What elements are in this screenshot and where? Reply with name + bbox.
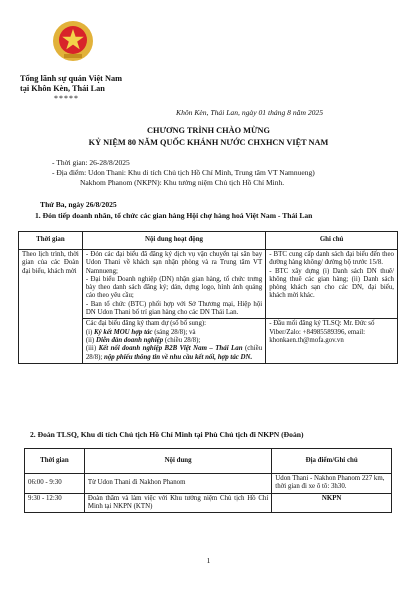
- content-intro: Các đại biểu đăng ký tham dự (số bổ sung):: [85, 320, 207, 328]
- item-label: (ii): [85, 336, 96, 344]
- item-detail: (chiều 28/8);: [163, 336, 201, 344]
- item-detail: (chiều 28/8);: [85, 345, 263, 361]
- note-cell: - Đầu mối đăng ký TLSQ: Mr. Đức số Viber/Zalo: +84985589396, email: khonkaen.th@mofa.gov.vn: [266, 319, 398, 363]
- document-title: CHƯƠNG TRÌNH CHÀO MỪNG: [147, 126, 270, 135]
- content-cell: Từ Udon Thani đi Nakhon Phanom: [84, 474, 271, 494]
- content-item: - Đón các đại biểu đã đăng ký dịch vụ vận chuyển tại sân bay Udon Thani về khách sạn nhận phòng và ra Trung tâm VT Namnueng;: [85, 251, 263, 275]
- event-time: - Thời gian: 26-28/8/2025: [52, 158, 130, 167]
- event-place-line-2: Nakhom Phanom (NKPN): Khu tưởng niệm Chủ tịch Hồ Chí Minh.: [80, 178, 285, 187]
- note-cell: [266, 250, 398, 319]
- document-subtitle: KỶ NIỆM 80 NĂM QUỐC KHÁNH NƯỚC CHXHCN VIỆT NAM: [88, 138, 329, 147]
- column-header-content: Nội dung: [84, 449, 271, 474]
- table-row: [25, 474, 392, 494]
- note-cell: Udon Thani - Nakhon Phanom 227 km, thời gian đi xe ô tô: 3h30.: [272, 474, 392, 494]
- column-header-time: Thời gian: [19, 232, 83, 250]
- content-item: - Đại biểu Doanh nghiệp (DN) nhận gian hàng, tổ chức trưng bày theo danh sách đăng ký; dán, dựng logo, hình ảnh quảng cáo theo yêu cầu;: [85, 275, 263, 300]
- time-cell: 9:30 - 12:30: [25, 493, 85, 513]
- column-header-time: Thời gian: [25, 449, 85, 474]
- note-item: - BTC xây dựng (i) Danh sách DN thuê/ không thuê các gian hàng; (ii) Danh sách phòng khách sạn cho các DN, đại biểu, khách mời khác.: [269, 267, 394, 300]
- business-forum: Diễn đàn doanh nghiệp: [95, 336, 164, 344]
- item-label: (i): [85, 328, 95, 336]
- content-item: [86, 337, 262, 345]
- content-cell: Đoàn thăm và làm việc với Khu tưởng niệm Chủ tịch Hồ Chí Minh tại NKPN (KTN): [84, 493, 271, 513]
- content-item: [86, 345, 262, 362]
- item-detail: (sáng 28/8); và: [152, 328, 196, 336]
- column-header-note: Ghi chú: [266, 232, 398, 250]
- day-heading: Thứ Ba, ngày 26/8/2025: [40, 200, 117, 209]
- content-item: - Ban tổ chức (BTC) phối hợp với Sở Thương mại, Hiệp hội DN Udon Thani bố trí gian hàng cho các DN Thái Lan.: [85, 300, 263, 317]
- section-2-table: [24, 448, 392, 513]
- submit-form-note: nộp phiếu thông tin về nhu cầu kết nối, hợp tác DN.: [104, 353, 253, 361]
- page-number: 1: [206, 556, 211, 565]
- event-place-line-1: - Địa điểm: Udon Thani: Khu di tích Chủ tịch Hồ Chí Minh, Trung tâm VT Namnueng): [52, 168, 315, 177]
- b2b-matching: Kết nối doanh nghiệp B2B Việt Nam – Thái Lan: [98, 345, 243, 353]
- national-emblem-icon: [52, 20, 94, 62]
- section-1-heading: 1. Đón tiếp doanh nhân, tổ chức các gian hàng Hội chợ hàng hoá Việt Nam - Thái Lan: [35, 211, 313, 220]
- section-2-heading: 2. Đoàn TLSQ, Khu di tích Chủ tịch Hồ Chí Minh tại Phù Chủ tịch đi NKPN (Đoàn): [30, 430, 304, 439]
- table-row: [19, 250, 398, 319]
- content-cell: [82, 250, 265, 319]
- time-cell: Theo lịch trình, thời gian của các Đoàn đại biểu, khách mời: [19, 250, 83, 364]
- section-1-table: [18, 231, 398, 364]
- org-line-2: tại Khôn Kèn, Thái Lan: [20, 84, 105, 93]
- issuing-organization: [20, 74, 122, 94]
- dateline: Khôn Kèn, Thái Lan, ngày 01 tháng 8 năm 2025: [176, 108, 324, 117]
- table-row: [25, 493, 392, 513]
- content-item: [86, 329, 262, 337]
- column-header-note: Địa điểm/Ghi chú: [272, 449, 392, 474]
- org-stars: *****: [54, 94, 79, 103]
- mou-signing: Ký kết MOU hợp tác: [94, 328, 153, 336]
- content-cell: [82, 319, 265, 363]
- note-item: - BTC cung cấp danh sách đại biểu đến theo đường hàng không/ đường bộ trước 15/8.: [269, 251, 394, 267]
- table-header-row: [25, 449, 392, 474]
- time-cell: 06:00 - 9:30: [25, 474, 85, 494]
- org-line-1: Tổng lãnh sự quán Việt Nam: [20, 74, 123, 83]
- item-label: (iii): [85, 345, 99, 353]
- table-header-row: [19, 232, 398, 250]
- note-cell: NKPN: [272, 493, 392, 513]
- column-header-content: Nội dung hoạt động: [82, 232, 265, 250]
